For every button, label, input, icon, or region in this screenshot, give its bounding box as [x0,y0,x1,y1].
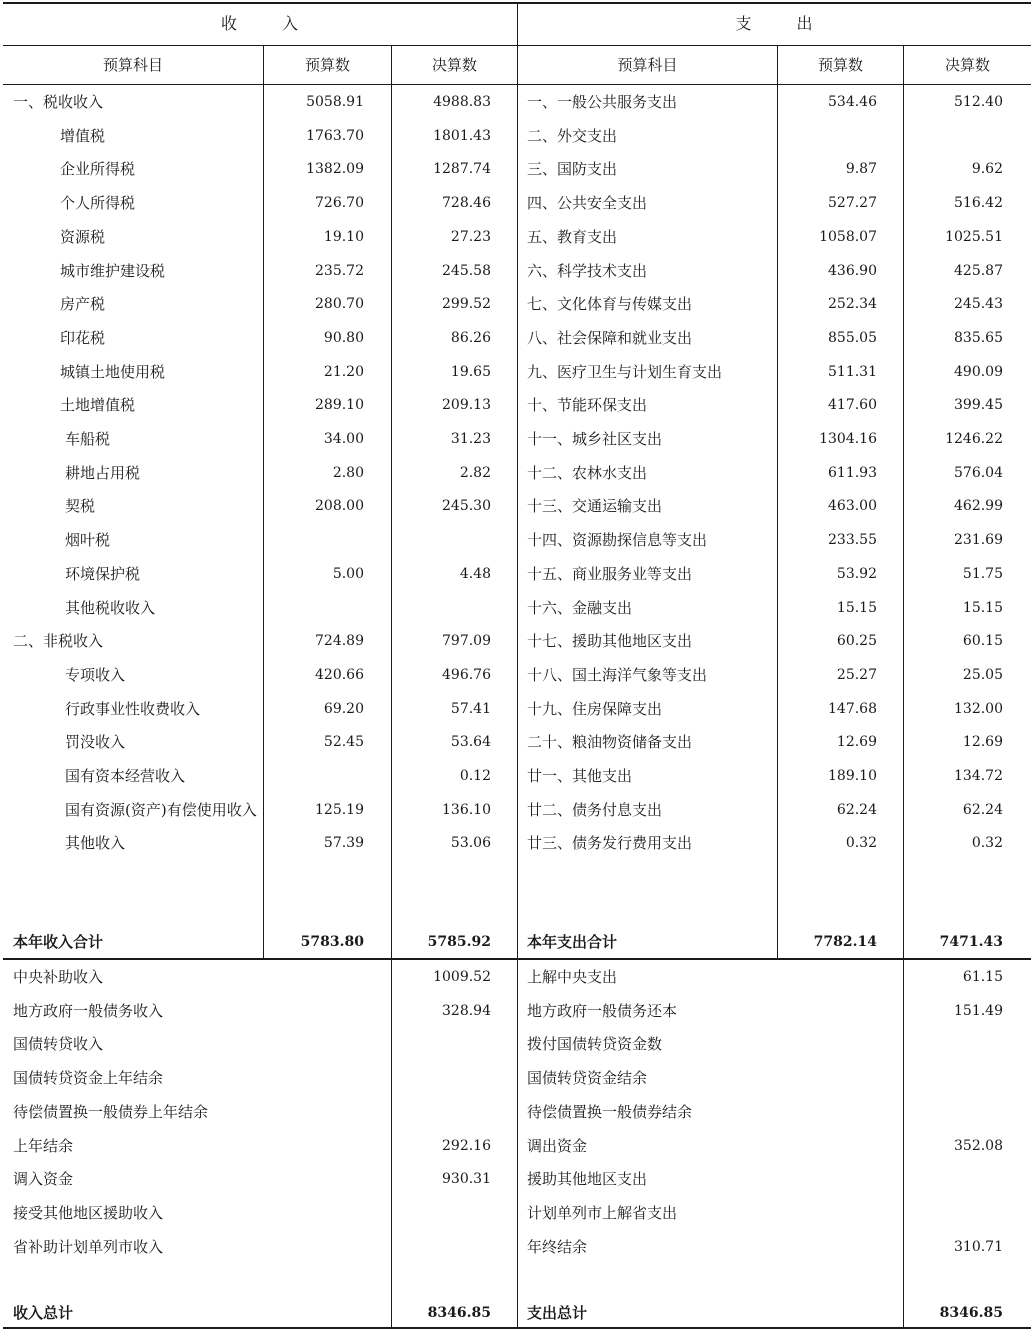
income-item-final: 496.76 [442,667,491,683]
expense-subtotal-budget: 7782.14 [813,934,877,950]
income-item-label: 罚没收入 [65,733,126,751]
income-item-final: 27.23 [450,229,491,245]
income-item-final: 53.64 [450,734,491,750]
expense-item-label: 十、节能环保支出 [527,396,648,414]
expense-item-final: 576.04 [954,465,1003,481]
expense-item-budget: 53.92 [836,566,877,582]
expense-item-final: 1246.22 [945,431,1003,447]
income-subtotal-label: 本年收入合计 [13,933,104,951]
expense-transfer-final: 352.08 [954,1138,1003,1154]
expense-item-budget [778,120,877,152]
income-item-final: 245.30 [442,498,491,514]
expense-item-label: 廿三、债务发行费用支出 [527,834,693,852]
expense-item-budget: 1058.07 [819,229,877,245]
expense-item-budget: 436.90 [828,263,877,279]
income-item-budget: 208.00 [315,498,364,514]
expense-item-budget: 15.15 [836,600,877,616]
expense-item-final: 134.72 [954,768,1003,784]
income-item-label: 车船税 [65,430,111,448]
income-title-char-1: 收 [220,14,238,33]
expense-item-label: 五、教育支出 [527,228,618,246]
income-transfer-final: 930.31 [442,1171,491,1187]
income-item-budget: 289.10 [315,397,364,413]
income-col-subject: 预算科目 [102,56,163,74]
income-item-label: 二、非税收入 [13,632,104,650]
expense-item-final: 425.87 [954,263,1003,279]
expense-section-title [518,8,1031,40]
income-item-final: 1801.43 [433,128,491,144]
expense-item-final: 399.45 [954,397,1003,413]
income-item-budget [264,760,364,792]
income-item-label: 土地增值税 [60,396,136,414]
income-item-final: 4.48 [459,566,491,582]
expense-item-final: 516.42 [954,195,1003,211]
income-item-label: 城市维护建设税 [60,262,166,280]
income-transfer-label: 地方政府一般债务收入 [13,1002,164,1020]
income-transfer-label: 接受其他地区援助收入 [13,1204,164,1222]
income-transfer-final: 1009.52 [433,969,491,985]
expense-item-budget: 534.46 [828,94,877,110]
expense-item-label: 十三、交通运输支出 [527,497,663,515]
expense-transfer-final [904,1163,1003,1195]
income-item-final: 86.26 [450,330,491,346]
expense-item-final: 462.99 [954,498,1003,514]
income-item-label: 其他收入 [65,834,126,852]
expense-item-final: 51.75 [962,566,1003,582]
income-item-budget: 726.70 [315,195,364,211]
expense-transfer-label: 调出资金 [527,1137,588,1155]
income-item-final: 136.10 [442,802,491,818]
income-item-budget: 69.20 [323,701,364,717]
expense-item-final: 132.00 [954,701,1003,717]
income-transfer-final [392,1062,491,1094]
income-item-final: 0.12 [459,768,491,784]
expense-item-budget: 0.32 [845,835,877,851]
income-item-final: 31.23 [450,431,491,447]
expense-item-label: 一、一般公共服务支出 [527,93,678,111]
expense-item-label: 廿二、债务付息支出 [527,801,663,819]
income-section-title [3,8,517,40]
income-item-final: 53.06 [450,835,491,851]
expense-item-final: 25.05 [962,667,1003,683]
income-item-final: 299.52 [442,296,491,312]
expense-item-final: 9.62 [971,161,1003,177]
expense-item-final: 12.69 [962,734,1003,750]
income-item-final: 728.46 [442,195,491,211]
expense-item-budget: 511.31 [828,364,877,380]
income-item-budget [264,524,364,556]
expense-item-budget: 147.68 [828,701,877,717]
income-item-budget [264,592,364,624]
income-item-final [392,592,491,624]
expense-item-final: 0.32 [971,835,1003,851]
expense-col-final: 决算数 [944,56,990,74]
expense-item-budget: 189.10 [828,768,877,784]
income-item-final: 209.13 [442,397,491,413]
income-item-final: 19.65 [450,364,491,380]
expense-transfer-label: 地方政府一般债务还本 [527,1002,678,1020]
income-item-budget: 235.72 [315,263,364,279]
expense-transfer-final [904,1197,1003,1229]
expense-item-budget: 60.25 [836,633,877,649]
income-title-char-2: 入 [282,14,300,33]
income-transfer-final: 328.94 [442,1003,491,1019]
income-item-budget: 21.20 [323,364,364,380]
income-transfer-label: 中央补助收入 [13,968,104,986]
income-item-label: 契税 [65,497,96,515]
expense-item-budget: 855.05 [828,330,877,346]
expense-item-label: 十九、住房保障支出 [527,700,663,718]
income-item-budget: 19.10 [323,229,364,245]
income-item-budget: 5058.91 [306,94,364,110]
income-transfer-label: 调入资金 [13,1170,74,1188]
income-transfer-final: 292.16 [442,1138,491,1154]
income-item-final: 1287.74 [433,161,491,177]
income-transfer-label: 国债转贷资金上年结余 [13,1069,164,1087]
income-item-budget: 34.00 [323,431,364,447]
expense-item-budget: 233.55 [828,532,877,548]
income-item-label: 增值税 [60,127,106,145]
expense-transfer-label: 国债转贷资金结余 [527,1069,648,1087]
income-item-budget: 1763.70 [306,128,364,144]
income-item-label: 城镇土地使用税 [60,363,166,381]
income-subtotal-final: 5785.92 [427,934,491,950]
income-item-final: 797.09 [442,633,491,649]
expense-item-label: 四、公共安全支出 [527,194,648,212]
expense-transfer-final: 61.15 [962,969,1003,985]
expense-item-budget: 12.69 [836,734,877,750]
income-item-label: 国有资本经营收入 [65,767,186,785]
expense-item-final: 231.69 [954,532,1003,548]
expense-item-budget: 1304.16 [819,431,877,447]
income-transfer-final [392,1231,491,1263]
income-item-budget: 280.70 [315,296,364,312]
income-item-final: 245.58 [442,263,491,279]
expense-item-budget: 527.27 [828,195,877,211]
income-item-label: 印花税 [60,329,106,347]
income-item-label: 企业所得税 [60,160,136,178]
income-grand-total-final: 8346.85 [427,1305,491,1321]
expense-col-subject: 预算科目 [617,56,678,74]
expense-title-char-1: 支 [735,14,753,33]
expense-item-label: 十八、国土海洋气象等支出 [527,666,708,684]
income-item-label: 耕地占用税 [65,464,141,482]
income-item-budget: 1382.09 [306,161,364,177]
income-item-budget: 5.00 [332,566,364,582]
income-transfer-label: 上年结余 [13,1137,74,1155]
income-item-label: 专项收入 [65,666,126,684]
expense-item-budget: 25.27 [836,667,877,683]
expense-transfer-final [904,1028,1003,1060]
expense-item-budget: 417.60 [828,397,877,413]
expense-item-final: 60.15 [962,633,1003,649]
expense-item-final: 835.65 [954,330,1003,346]
expense-item-label: 二、外交支出 [527,127,618,145]
income-item-label: 资源税 [60,228,106,246]
income-col-final: 决算数 [431,56,477,74]
income-transfer-label: 国债转贷收入 [13,1035,104,1053]
income-item-budget: 125.19 [315,802,364,818]
income-transfer-final [392,1096,491,1128]
income-item-budget: 52.45 [323,734,364,750]
income-subtotal-budget: 5783.80 [300,934,364,950]
expense-item-label: 十四、资源勘探信息等支出 [527,531,708,549]
expense-item-final: 490.09 [954,364,1003,380]
expense-transfer-label: 援助其他地区支出 [527,1170,648,1188]
income-item-label: 环境保护税 [65,565,141,583]
expense-item-final [904,120,1003,152]
expense-item-final: 245.43 [954,296,1003,312]
expense-subtotal-label: 本年支出合计 [527,933,618,951]
expense-item-label: 十二、农林水支出 [527,464,648,482]
expense-transfer-final: 151.49 [954,1003,1003,1019]
expense-item-label: 九、医疗卫生与计划生育支出 [527,363,723,381]
expense-item-final: 62.24 [962,802,1003,818]
income-item-label: 一、税收收入 [13,93,104,111]
expense-item-budget: 463.00 [828,498,877,514]
income-item-budget: 57.39 [323,835,364,851]
income-item-label: 烟叶税 [65,531,111,549]
expense-item-budget: 252.34 [828,296,877,312]
expense-grand-total-label: 支出总计 [527,1304,588,1322]
expense-subtotal-final: 7471.43 [939,934,1003,950]
income-item-budget: 724.89 [315,633,364,649]
expense-transfer-label: 年终结余 [527,1238,588,1256]
expense-item-label: 廿一、其他支出 [527,767,633,785]
income-transfer-final [392,1197,491,1229]
income-transfer-final [392,1028,491,1060]
expense-item-budget: 62.24 [836,802,877,818]
expense-title-char-2: 出 [796,14,814,33]
expense-transfer-final [904,1096,1003,1128]
expense-grand-total-final: 8346.85 [939,1305,1003,1321]
expense-item-label: 十一、城乡社区支出 [527,430,663,448]
income-transfer-label: 省补助计划单列市收入 [13,1238,164,1256]
income-transfer-label: 待偿债置换一般债券上年结余 [13,1103,209,1121]
expense-transfer-final [904,1062,1003,1094]
expense-item-label: 十六、金融支出 [527,599,633,617]
income-item-label: 国有资源(资产)有偿使用收入 [65,801,257,819]
expense-item-label: 三、国防支出 [527,160,618,178]
income-item-label: 行政事业性收费收入 [65,700,201,718]
income-col-budget: 预算数 [304,56,350,74]
expense-transfer-final: 310.71 [954,1239,1003,1255]
income-item-label: 房产税 [60,295,106,313]
income-item-label: 个人所得税 [60,194,136,212]
expense-item-final: 1025.51 [945,229,1003,245]
expense-item-label: 八、社会保障和就业支出 [527,329,693,347]
income-item-final: 4988.83 [433,94,491,110]
income-item-final [392,524,491,556]
expense-item-label: 六、科学技术支出 [527,262,648,280]
income-item-final: 2.82 [459,465,491,481]
expense-item-label: 七、文化体育与传媒支出 [527,295,693,313]
expense-transfer-label: 上解中央支出 [527,968,618,986]
expense-item-final: 512.40 [954,94,1003,110]
expense-transfer-label: 计划单列市上解省支出 [527,1204,678,1222]
expense-item-budget: 611.93 [828,465,877,481]
expense-transfer-label: 拨付国债转贷资金数 [527,1035,663,1053]
income-item-budget: 2.80 [332,465,364,481]
income-grand-total-label: 收入总计 [13,1304,74,1322]
expense-col-budget: 预算数 [817,56,863,74]
income-item-budget: 90.80 [323,330,364,346]
expense-item-label: 二十、粮油物资储备支出 [527,733,693,751]
expense-item-label: 十五、商业服务业等支出 [527,565,693,583]
income-item-label: 其他税收收入 [65,599,156,617]
income-item-budget: 420.66 [315,667,364,683]
income-item-final: 57.41 [450,701,491,717]
expense-item-final: 15.15 [962,600,1003,616]
expense-transfer-label: 待偿债置换一般债券结余 [527,1103,693,1121]
expense-item-label: 十七、援助其他地区支出 [527,632,693,650]
expense-item-budget: 9.87 [845,161,877,177]
center-divider [517,2,518,1329]
